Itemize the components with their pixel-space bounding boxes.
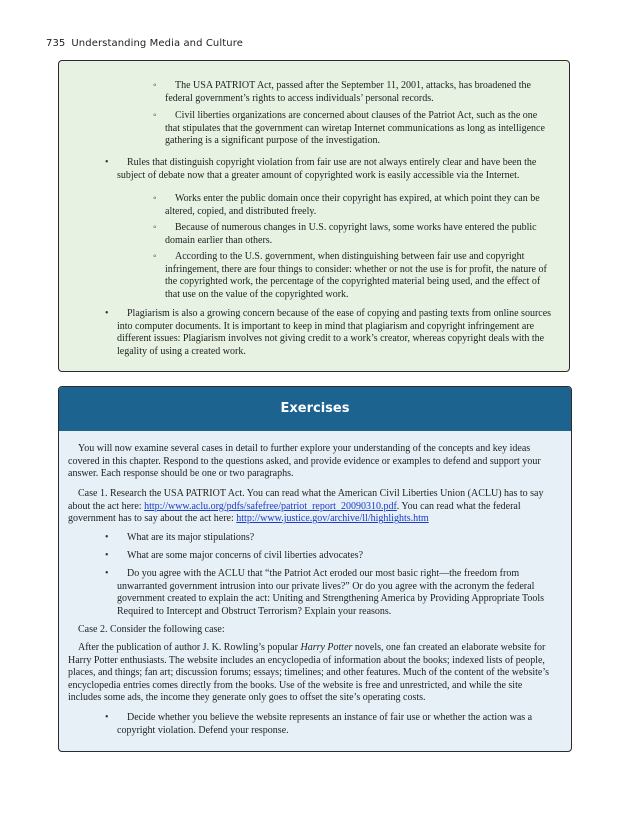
case-1-paragraph xyxy=(68,488,555,526)
page-number: 735 xyxy=(46,38,66,49)
list-item: Because of numerous changes in U.S. copyright laws, some works have entered the public domain earlier than others. xyxy=(165,222,537,246)
list-item: What are some major concerns of civil liberties advocates? xyxy=(127,550,364,561)
case-2-text-after: novels, one fan created an elaborate website for Harry Potter enthusiasts. The website includes an encyclopedia of information about the books; indexed lists of people, places, and things; fan art; discussion forums; essays; timelines; and other features. Much of the content of the website’s encyclopedia entries comes directly from the books. Use of the website is free and unrestricted, and while the site includes some ads, the income they generate only goes to offset the site’s operating costs. xyxy=(68,642,549,704)
circle-bullet-icon: ◦ xyxy=(153,80,157,91)
list-item: Rules that distinguish copyright violation from fair use are not always entirely clear and have been the subject of debate now that a greater amount of copyrighted work is easily accessible via the Internet. xyxy=(117,157,537,181)
case-2-heading: Case 2. Consider the following case: xyxy=(78,624,225,635)
bullet-icon: • xyxy=(105,308,109,319)
exercises-intro: You will now examine several cases in detail to further explore your understanding of the concepts and key ideas covered in this chapter. Respond to the questions asked, and provide evidence or examples to defend and support your answer. Each response should be one or two paragraphs. xyxy=(68,443,541,480)
case-2-text: After the publication of author J. K. Rowling’s popular xyxy=(78,642,301,653)
bullet-icon: • xyxy=(105,712,109,723)
bullet-icon: • xyxy=(105,550,109,561)
list-item: Do you agree with the ACLU that “the Patriot Act eroded our most basic right—the freedom from unwarranted government intrusion into our private lives?” Or do you agree with the acronym the federal government created to explain the act: Uniting and Strengthening America by Providing Appropriate Tools Required to Intercept and Obstruct Terrorism? Explain your reasons. xyxy=(117,568,545,617)
list-item: Plagiarism is also a growing concern because of the ease of copying and pasting texts from online sources into computer documents. It is important to keep in mind that plagiarism and copyright infringement are different issues: Plagiarism involves not giving credit to a work’s creator, whereas copyright deals with the legality of using a created work. xyxy=(117,308,552,357)
list-item: Decide whether you believe the website represents an instance of fair use or whether the action was a copyright violation. Defend your response. xyxy=(117,712,533,736)
bullet-icon: • xyxy=(105,568,109,579)
circle-bullet-icon: ◦ xyxy=(153,251,157,262)
circle-bullet-icon: ◦ xyxy=(153,222,157,233)
circle-bullet-icon: ◦ xyxy=(153,193,157,204)
running-header xyxy=(46,38,243,49)
exercises-title: Exercises xyxy=(59,387,571,431)
case-1-text-middle: . You can read what the federal government has to say about the act here: xyxy=(68,500,521,525)
justice-link[interactable]: http://www.justice.gov/archive/ll/highlights.htm xyxy=(236,513,429,525)
running-title: Understanding Media and Culture xyxy=(71,38,243,49)
list-item: What are its major stipulations? xyxy=(127,532,255,543)
list-item: Civil liberties organizations are concerned about clauses of the Patriot Act, such as the one that stipulates that the government can wiretap Internet communications as long as intelligence gathering is a significant purpose of the investigation. xyxy=(165,110,545,147)
list-item: According to the U.S. government, when distinguishing between fair use and copyright infringement, there are four things to consider: whether or not the use is for profit, the nature of the copyrighted work, the percentage of the copyrighted material being used, and the effect of that use on the value of the copyrighted work. xyxy=(165,251,547,300)
bullet-icon: • xyxy=(105,157,109,168)
list-item: Works enter the public domain once their copyright has expired, at which point they can be altered, copied, and distributed freely. xyxy=(165,193,540,217)
circle-bullet-icon: ◦ xyxy=(153,110,157,121)
aclu-link[interactable]: http://www.aclu.org/pdfs/safefree/patriot_report_20090310.pdf xyxy=(144,500,397,512)
case-2-paragraph xyxy=(68,642,558,705)
list-item: The USA PATRIOT Act, passed after the September 11, 2001, attacks, has broadened the federal government’s rights to access individuals’ personal records. xyxy=(165,80,531,104)
bullet-icon: • xyxy=(105,532,109,543)
case-1-text: Case 1. Research the USA PATRIOT Act. You can read what the American Civil Liberties Union (ACLU) has to say about the act here: xyxy=(68,488,544,512)
book-title: Harry Potter xyxy=(300,642,353,653)
